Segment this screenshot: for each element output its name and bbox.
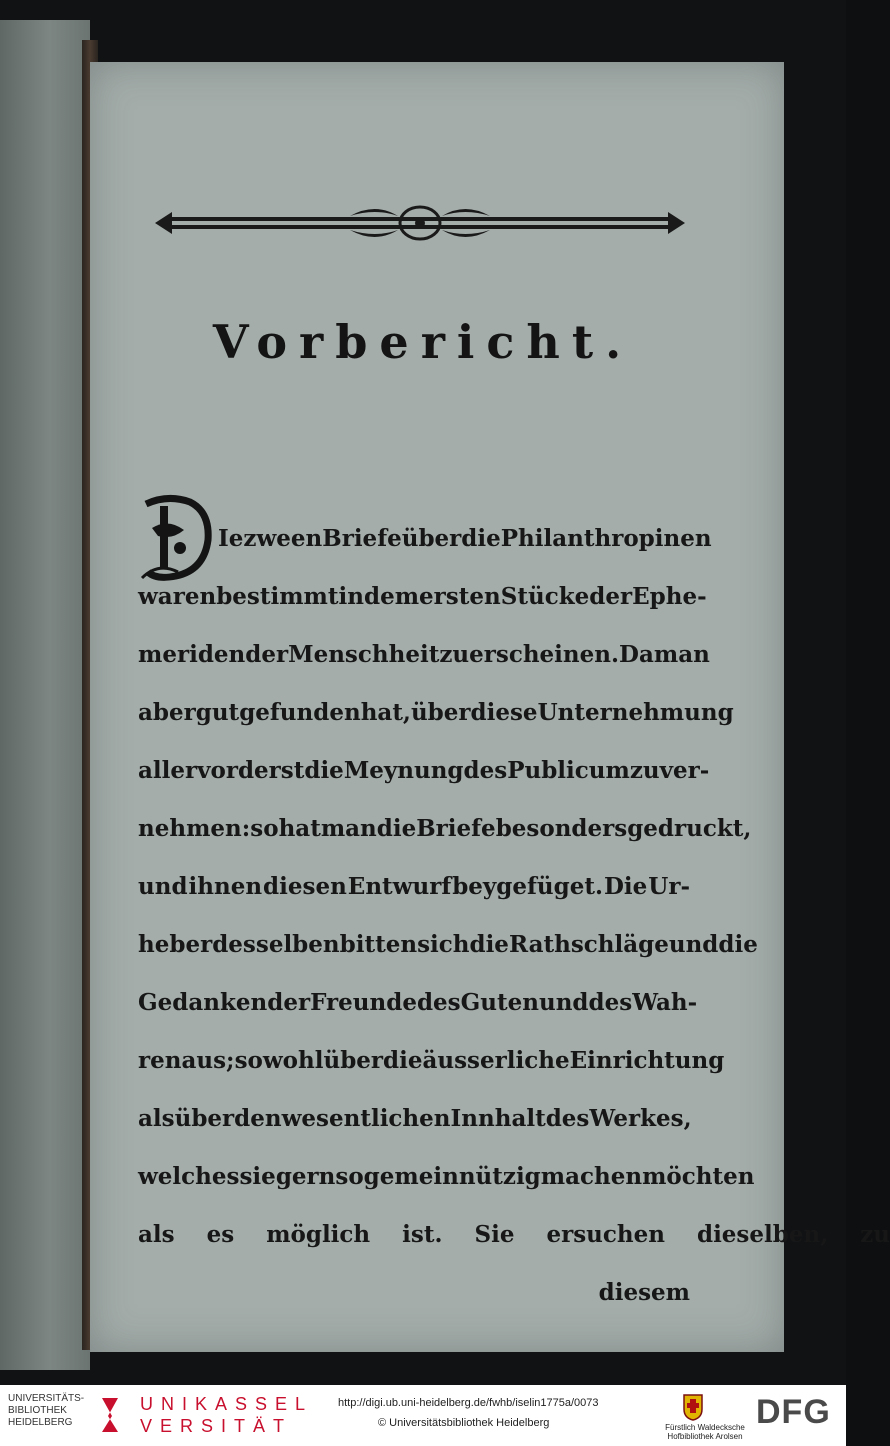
word: die: [376, 815, 417, 842]
word: als: [138, 1105, 175, 1132]
word: ist.: [402, 1221, 443, 1248]
word: dem: [363, 583, 420, 610]
word: Werkes,: [589, 1105, 692, 1132]
word: wohl: [262, 1047, 324, 1074]
word: Ie: [218, 525, 244, 552]
word: besonders: [495, 815, 628, 842]
word: über: [323, 1047, 384, 1074]
text-line: [138, 1221, 890, 1248]
arolsen-line: Fürstlich Waldecksche: [665, 1423, 745, 1432]
word: Da: [619, 641, 654, 668]
word: Die: [603, 873, 648, 900]
text-line: [138, 641, 710, 668]
word: Entwurf: [347, 873, 452, 900]
word: allervorderst: [138, 757, 305, 784]
word: dieselben,: [696, 1221, 829, 1248]
word: des: [545, 1105, 590, 1132]
word: machen: [540, 1163, 643, 1190]
word: des: [416, 989, 461, 1016]
ub-line: BIBLIOTHEK: [8, 1405, 67, 1416]
word: Ephe-: [632, 583, 707, 610]
word: möchten: [642, 1163, 755, 1190]
word: hat: [278, 815, 321, 842]
word: meriden: [138, 641, 246, 668]
ub-heidelberg-logo[interactable]: [8, 1393, 84, 1429]
word: Publicum: [507, 757, 630, 784]
word: waren: [138, 583, 217, 610]
word: diese: [470, 699, 538, 726]
word: gedruckt,: [627, 815, 752, 842]
word: diesen: [263, 873, 347, 900]
word: den: [234, 1105, 282, 1132]
word: Stücke: [500, 583, 590, 610]
page-title: Vorbericht.: [212, 315, 634, 369]
word: so: [335, 1163, 364, 1190]
word: Ur-: [648, 873, 690, 900]
word: und: [538, 989, 589, 1016]
word: ver-: [659, 757, 710, 784]
text-line: [138, 1105, 690, 1132]
left-page-edge: [0, 20, 90, 1370]
word: so: [234, 1047, 263, 1074]
word: Briefe: [322, 525, 402, 552]
permalink-url[interactable]: http://digi.ub.uni-heidelberg.de/fwhb/iselin1775a/0073: [338, 1397, 599, 1409]
word: Menschheit: [288, 641, 440, 668]
dfg-logo[interactable]: DFG: [756, 1393, 831, 1431]
word: gefunden: [239, 699, 361, 726]
word: ersten: [419, 583, 501, 610]
word: sie: [239, 1163, 276, 1190]
arolsen-line: Hofbibliothek Arolsen: [667, 1432, 743, 1441]
ub-line: UNIVERSITÄTS-: [8, 1393, 85, 1404]
word: und: [138, 873, 188, 900]
word: Briefe: [416, 815, 496, 842]
kassel-logo-icon: [98, 1396, 122, 1434]
word: der: [245, 641, 289, 668]
text-line: [138, 757, 710, 784]
word: des: [463, 757, 508, 784]
word: in: [338, 583, 364, 610]
word: gemeinnützig: [363, 1163, 541, 1190]
text-line: [138, 873, 690, 900]
copyright-text: © Universitätsbibliothek Heidelberg: [378, 1417, 550, 1429]
text-line: [138, 815, 752, 842]
word: zu: [860, 1221, 890, 1248]
word: sich: [417, 931, 470, 958]
text-line: [218, 525, 712, 552]
word: Wah-: [632, 989, 698, 1016]
kassel-line-2: VERSITÄT: [140, 1416, 293, 1436]
word: Innhalt: [450, 1105, 546, 1132]
word: die: [461, 525, 501, 552]
text-line: [138, 583, 707, 610]
word: als: [138, 1221, 175, 1248]
text-line: [138, 1163, 755, 1190]
word: über: [174, 1105, 235, 1132]
word: Sie: [474, 1221, 515, 1248]
word: gut: [195, 699, 240, 726]
word: gern: [275, 1163, 336, 1190]
text-line: [138, 931, 758, 958]
word: möglich: [266, 1221, 371, 1248]
footer-bar: [0, 1385, 846, 1446]
word: Freunde: [310, 989, 417, 1016]
word: Unternehmung: [537, 699, 734, 726]
kassel-line-1: UNIKASSEL: [140, 1394, 314, 1414]
word: Guten: [460, 989, 539, 1016]
text-line: [138, 989, 698, 1016]
word: die: [718, 931, 758, 958]
uni-kassel-logo[interactable]: [140, 1393, 313, 1437]
word: die: [383, 1047, 423, 1074]
word: zu: [439, 641, 470, 668]
word: beygefüget.: [452, 873, 603, 900]
waldeck-crest-icon: [682, 1391, 704, 1421]
catchword: diesem: [598, 1279, 690, 1306]
word: man: [320, 815, 377, 842]
word: ersuchen: [546, 1221, 665, 1248]
word: wesentlichen: [281, 1105, 451, 1132]
word: ren: [138, 1047, 182, 1074]
text-line: [138, 699, 734, 726]
word: die: [304, 757, 344, 784]
word: der: [589, 583, 633, 610]
word: Einrichtung: [569, 1047, 725, 1074]
word: zween: [243, 525, 323, 552]
ub-line: HEIDELBERG: [8, 1417, 73, 1428]
word: so: [250, 815, 279, 842]
word: erscheinen.: [469, 641, 620, 668]
word: aus;: [181, 1047, 235, 1074]
word: über: [410, 699, 471, 726]
text-line: [138, 1047, 725, 1074]
word: aber: [138, 699, 196, 726]
arolsen-logo[interactable]: [660, 1423, 750, 1441]
word: Philanthropinen: [500, 525, 712, 552]
word: äusserliche: [422, 1047, 570, 1074]
word: hat,: [360, 699, 411, 726]
word: der: [267, 989, 311, 1016]
word: welches: [138, 1163, 240, 1190]
word: man: [653, 641, 710, 668]
word: nehmen:: [138, 815, 251, 842]
word: bitten: [339, 931, 418, 958]
word: Meynung: [343, 757, 464, 784]
word: zu: [629, 757, 660, 784]
decorated-initial-icon: [138, 492, 216, 582]
word: Gedanken: [138, 989, 268, 1016]
word: es: [206, 1221, 235, 1248]
word: die: [469, 931, 509, 958]
word: und: [668, 931, 719, 958]
word: über: [401, 525, 462, 552]
word: ihnen: [188, 873, 263, 900]
word: des: [588, 989, 633, 1016]
word: desselben: [212, 931, 340, 958]
ornament-divider-icon: [150, 198, 690, 248]
word: bestimmt: [216, 583, 339, 610]
word: Rathschläge: [508, 931, 669, 958]
word: heber: [138, 931, 213, 958]
